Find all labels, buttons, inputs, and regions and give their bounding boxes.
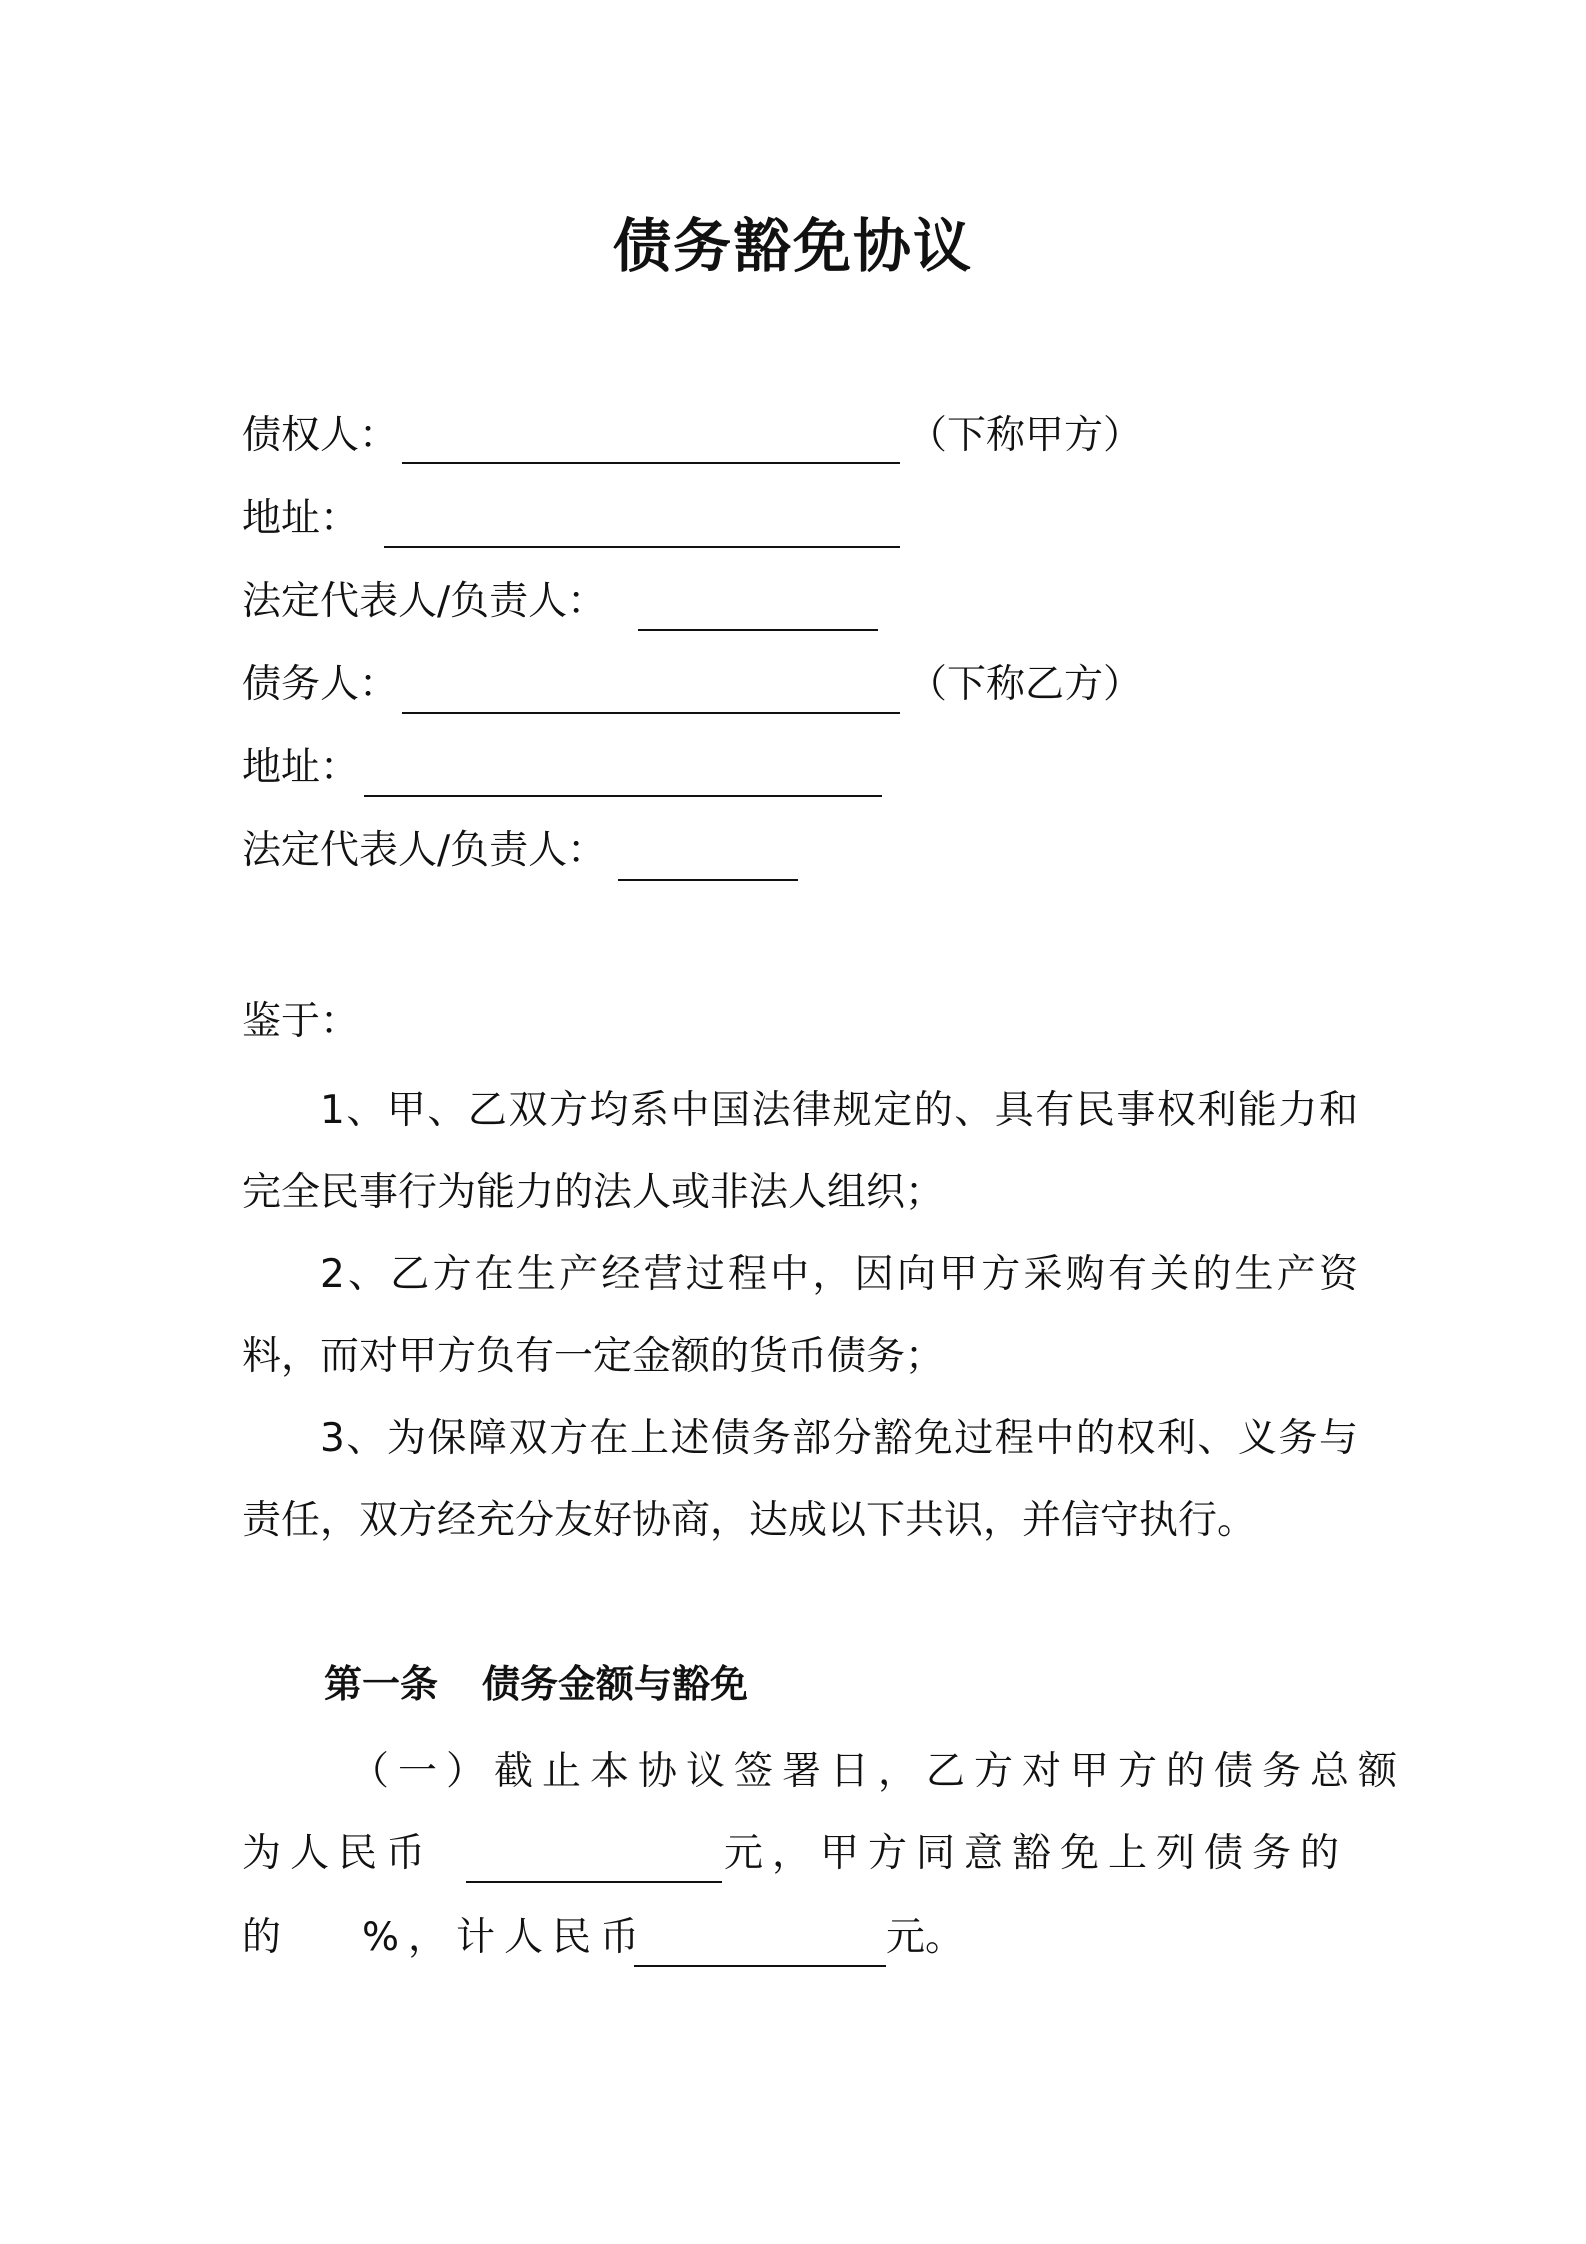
total-debt-amount-blank[interactable] [466,1881,722,1883]
clause-1-line-2a: 为人民币 [242,1831,435,1876]
recitals-lead: 鉴于： [242,999,360,1044]
creditor-rep-label: 法定代表人/负责人： [242,579,607,624]
debtor-rep-blank[interactable] [618,879,798,881]
clause-1-line-3b: %，计人民币 [362,1915,649,1960]
creditor-label: 债权人： [242,413,399,458]
recital-item-2: 2、乙方在生产经营过程中，因向甲方采购有关的生产资料，而对甲方负有一定金额的货币债务； [242,1252,1358,1379]
creditor-address-label: 地址： [242,496,360,541]
article-1-title: 债务金额与豁免 [482,1662,749,1706]
debtor-address-label: 地址： [242,745,360,790]
creditor-rep-blank[interactable] [638,629,878,631]
clause-1-line-2b: 元，甲方同意豁免上列债务的 [724,1831,1349,1876]
article-1-number: 第一条 [324,1662,439,1706]
debtor-rep-label: 法定代表人/负责人： [242,828,607,873]
debtor-label: 债务人： [242,662,399,707]
clause-1-line-3a: 的 [242,1915,282,1960]
creditor-address-blank[interactable] [384,546,900,548]
creditor-name-blank[interactable] [402,462,900,464]
debtor-suffix: （下称乙方） [908,662,1143,707]
debtor-address-blank[interactable] [364,795,882,797]
debtor-name-blank[interactable] [402,712,900,714]
article-1-heading [324,1652,748,1716]
recital-item-3: 3、为保障双方在上述债务部分豁免过程中的权利、义务与责任，双方经充分友好协商，达成以下共识，并信守执行。 [242,1416,1358,1543]
recital-item-1: 1、甲、乙双方均系中国法律规定的、具有民事权利能力和完全民事行为能力的法人或非法人组织； [242,1088,1358,1215]
creditor-suffix: （下称甲方） [908,413,1143,458]
clause-1-line-1: （一）截止本协议签署日，乙方对甲方的债务总额 [350,1749,1407,1794]
clause-1-line-3c: 元。 [886,1915,965,1960]
waived-amount-blank[interactable] [634,1965,886,1967]
document-title: 债务豁免协议 [612,212,973,280]
